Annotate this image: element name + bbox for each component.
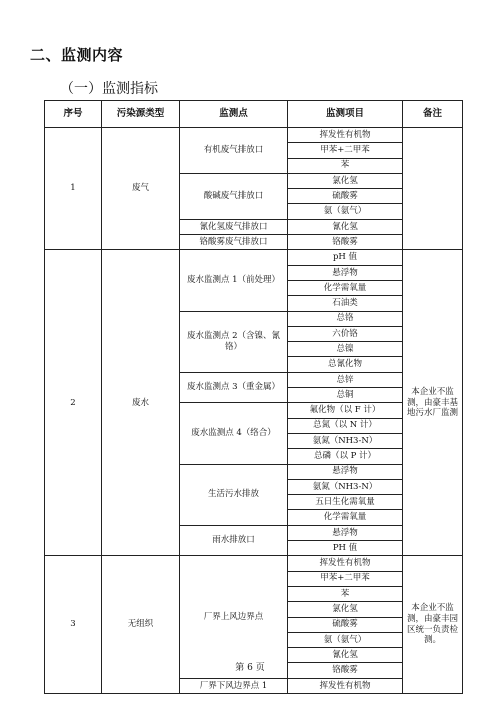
monitoring-item: 铬酸雾	[288, 235, 403, 250]
monitoring-point: 废水监测点 1（前处理）	[180, 250, 288, 311]
remark: 本企业不监测，由豪丰园区统一负责检测。	[403, 556, 463, 694]
monitoring-item: 挥发性有机物	[288, 128, 403, 143]
monitoring-point: 废水监测点 2（含镍、氰铬）	[180, 311, 288, 372]
monitoring-point: 酸碱废气排放口	[180, 173, 288, 219]
monitoring-item: 挥发性有机物	[288, 678, 403, 693]
monitoring-point: 厂界上风边界点	[180, 556, 288, 678]
monitoring-point: 铬酸雾废气排放口	[180, 235, 288, 250]
header-source-type: 污染源类型	[102, 101, 180, 128]
monitoring-item: 总锌	[288, 372, 403, 387]
monitoring-point: 厂界下风边界点 1	[180, 678, 288, 693]
monitoring-item: 铬酸雾	[288, 663, 403, 678]
table-header-row	[45, 101, 463, 128]
monitoring-item: 氨氮（NH3-N）	[288, 433, 403, 448]
monitoring-point: 氰化氢废气排放口	[180, 219, 288, 234]
source-type: 废水	[102, 250, 180, 556]
monitoring-item: 氨（氨气）	[288, 204, 403, 219]
monitoring-item: 化学需氧量	[288, 510, 403, 525]
page-number: 第 6 页	[235, 663, 265, 673]
monitoring-item: 苯	[288, 158, 403, 173]
monitoring-item: pH 值	[288, 250, 403, 265]
monitoring-item: 五日生化需氧量	[288, 495, 403, 510]
monitoring-item: 氨（氨气）	[288, 632, 403, 647]
subsection-title: （一）监测指标	[60, 81, 158, 97]
monitoring-point: 废水监测点 4（络合）	[180, 403, 288, 464]
monitoring-item: 总氮（以 N 计）	[288, 418, 403, 433]
row-number: 2	[45, 250, 102, 556]
row-number: 1	[45, 128, 102, 250]
monitoring-item: 氯化氢	[288, 602, 403, 617]
monitoring-item: 悬浮物	[288, 525, 403, 540]
monitoring-item: 石油类	[288, 296, 403, 311]
remark: 本企业不监测，由豪丰基地污水厂监测	[403, 250, 463, 556]
header-no: 序号	[45, 101, 102, 128]
monitoring-item: 总铜	[288, 388, 403, 403]
table-row	[45, 556, 463, 571]
monitoring-item: 硫酸雾	[288, 617, 403, 632]
monitoring-item: 氟化物（以 F 计）	[288, 403, 403, 418]
header-monitoring-point: 监测点	[180, 101, 288, 128]
monitoring-item: 化学需氧量	[288, 280, 403, 295]
table-row	[45, 128, 463, 143]
source-type: 无组织	[102, 556, 180, 694]
monitoring-point: 有机废气排放口	[180, 128, 288, 174]
monitoring-point: 雨水排放口	[180, 525, 288, 556]
source-type: 废气	[102, 128, 180, 250]
monitoring-item: 悬浮物	[288, 265, 403, 280]
section-title: 二、监测内容	[30, 46, 124, 64]
monitoring-item: 苯	[288, 586, 403, 601]
monitoring-item: 氰化氢	[288, 219, 403, 234]
monitoring-point: 生活污水排放	[180, 464, 288, 525]
monitoring-item: 硫酸雾	[288, 189, 403, 204]
table-body	[45, 128, 463, 694]
monitoring-item: 甲苯+二甲苯	[288, 143, 403, 158]
monitoring-item: 氰化氢	[288, 648, 403, 663]
row-number: 3	[45, 556, 102, 694]
monitoring-item: PH 值	[288, 541, 403, 556]
table-row	[45, 250, 463, 265]
remark	[403, 128, 463, 250]
monitoring-item: 总铬	[288, 311, 403, 326]
monitoring-item: 悬浮物	[288, 464, 403, 479]
header-monitoring-item: 监测项目	[288, 101, 403, 128]
monitoring-item: 甲苯+二甲苯	[288, 571, 403, 586]
monitoring-item: 总磷（以 P 计）	[288, 449, 403, 464]
monitoring-item: 氨氮（NH3-N）	[288, 479, 403, 494]
monitoring-item: 总氰化物	[288, 357, 403, 372]
monitoring-table	[44, 100, 463, 694]
monitoring-item: 氯化氢	[288, 173, 403, 188]
header-remark: 备注	[403, 101, 463, 128]
monitoring-item: 总镍	[288, 342, 403, 357]
monitoring-item: 挥发性有机物	[288, 556, 403, 571]
monitoring-item: 六价铬	[288, 326, 403, 341]
monitoring-point: 废水监测点 3（重金属）	[180, 372, 288, 403]
